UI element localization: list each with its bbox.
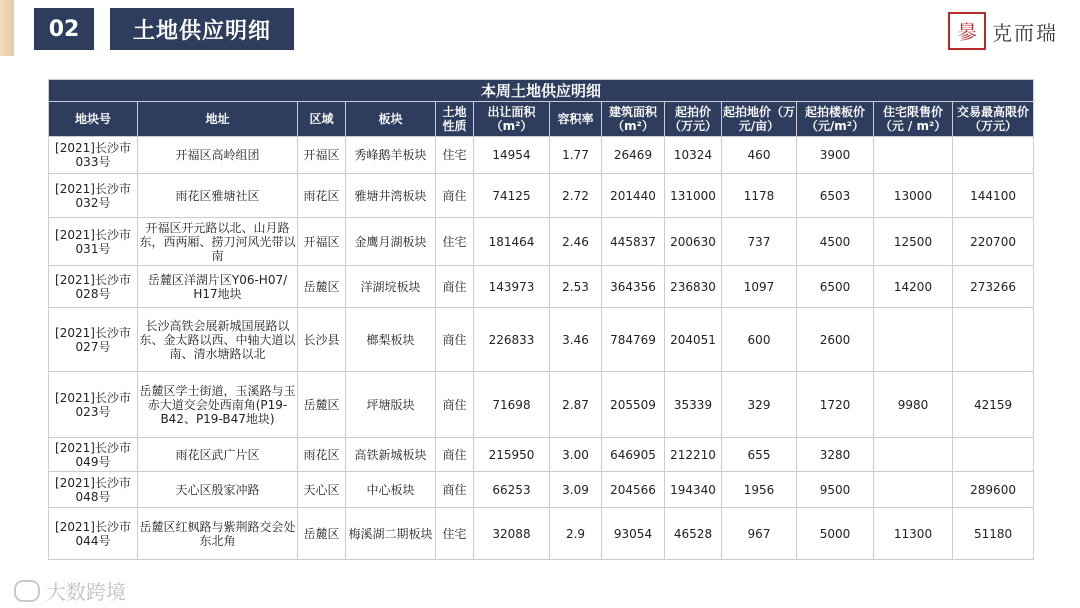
table-cell: 226833 (474, 308, 550, 372)
table-cell: 岳麓区 (298, 372, 346, 438)
table-cell: 商住 (436, 372, 474, 438)
table-cell: 14200 (874, 266, 953, 308)
table-cell: 273266 (953, 266, 1034, 308)
table-cell: 967 (722, 508, 797, 560)
table-cell: 42159 (953, 372, 1034, 438)
table-cell: 9500 (797, 472, 874, 508)
table-cell: 74125 (474, 174, 550, 218)
logo-text: 克而瑞 (992, 20, 1058, 45)
watermark-text: 大数跨境 (46, 580, 126, 604)
table-cell: 坪塘版块 (346, 372, 436, 438)
table-row (49, 218, 1034, 266)
column-header: 地块号 (49, 102, 138, 137)
table-cell: 岳麓区学士街道，玉溪路与玉赤大道交会处西南角(P19-B42、P19-B47地块) (138, 372, 298, 438)
table-cell: 46528 (665, 508, 722, 560)
table-cell (953, 438, 1034, 472)
table-cell: 364356 (602, 266, 665, 308)
table-cell: 600 (722, 308, 797, 372)
table-cell: 646905 (602, 438, 665, 472)
table-cell: 784769 (602, 308, 665, 372)
table-cell: [2021]长沙市031号 (49, 218, 138, 266)
column-header: 住宅限售价（元 / m²） (874, 102, 953, 137)
section-number: 02 (34, 8, 94, 50)
table-cell: 商住 (436, 438, 474, 472)
table-cell: 215950 (474, 438, 550, 472)
table-cell: 洋湖垸板块 (346, 266, 436, 308)
table-cell: 289600 (953, 472, 1034, 508)
table-cell: 雅塘井湾板块 (346, 174, 436, 218)
table-cell: 2600 (797, 308, 874, 372)
table-cell: 岳麓区洋湖片区Y06-H07/ H17地块 (138, 266, 298, 308)
table-cell: 212210 (665, 438, 722, 472)
table-cell: 6503 (797, 174, 874, 218)
table-cell: 住宅 (436, 218, 474, 266)
table-cell: 住宅 (436, 137, 474, 174)
column-header: 建筑面积（m²） (602, 102, 665, 137)
table-row (49, 372, 1034, 438)
table-cell: 201440 (602, 174, 665, 218)
table-cell: 长沙县 (298, 308, 346, 372)
column-header: 板块 (346, 102, 436, 137)
table-cell: 3900 (797, 137, 874, 174)
table-row (49, 438, 1034, 472)
table-cell: 204566 (602, 472, 665, 508)
table-cell: 岳麓区 (298, 266, 346, 308)
table-cell: 220700 (953, 218, 1034, 266)
table-cell: 5000 (797, 508, 874, 560)
table-cell: 2.87 (550, 372, 602, 438)
table-cell: 梅溪湖二期板块 (346, 508, 436, 560)
table-row (49, 308, 1034, 372)
table-cell: 住宅 (436, 508, 474, 560)
table-cell: [2021]长沙市023号 (49, 372, 138, 438)
table-cell: 66253 (474, 472, 550, 508)
table-cell: 10324 (665, 137, 722, 174)
table-cell: [2021]长沙市033号 (49, 137, 138, 174)
table-cell: 岳麓区红枫路与紫荆路交会处东北角 (138, 508, 298, 560)
table-cell: 445837 (602, 218, 665, 266)
table-cell: 3.09 (550, 472, 602, 508)
table-cell: 岳麓区 (298, 508, 346, 560)
column-header: 出让面积（m²） (474, 102, 550, 137)
table-cell (874, 472, 953, 508)
table-cell: [2021]长沙市049号 (49, 438, 138, 472)
table-cell: 204051 (665, 308, 722, 372)
column-header: 地址 (138, 102, 298, 137)
table-cell: 1956 (722, 472, 797, 508)
column-header: 区域 (298, 102, 346, 137)
table-cell: 1.77 (550, 137, 602, 174)
land-supply-table-container (48, 79, 1033, 560)
table-cell: 144100 (953, 174, 1034, 218)
table-cell: 181464 (474, 218, 550, 266)
brand-logo (948, 12, 1058, 50)
table-cell: 高铁新城板块 (346, 438, 436, 472)
watermark (14, 576, 126, 605)
table-row (49, 137, 1034, 174)
table-cell: 2.46 (550, 218, 602, 266)
table-cell: 开福区 (298, 218, 346, 266)
table-cell: 737 (722, 218, 797, 266)
table-cell: 3280 (797, 438, 874, 472)
table-cell: 13000 (874, 174, 953, 218)
column-header: 起拍楼板价（元/m²） (797, 102, 874, 137)
table-cell: 商住 (436, 472, 474, 508)
table-cell: 6500 (797, 266, 874, 308)
table-cell: 194340 (665, 472, 722, 508)
table-cell: 1097 (722, 266, 797, 308)
table-cell: 143973 (474, 266, 550, 308)
table-caption: 本周土地供应明细 (49, 80, 1034, 102)
table-cell: 开福区开元路以北、山月路东，西两厢、捞刀河风光带以南 (138, 218, 298, 266)
table-header-row (49, 102, 1034, 137)
decorative-paper-strip (0, 0, 14, 56)
table-row (49, 174, 1034, 218)
table-cell: 雨花区 (298, 438, 346, 472)
land-supply-table (48, 79, 1034, 560)
table-cell: 71698 (474, 372, 550, 438)
logo-seal-icon: 𦤒 (948, 12, 986, 50)
table-cell: 商住 (436, 308, 474, 372)
table-body (49, 137, 1034, 560)
table-cell: [2021]长沙市028号 (49, 266, 138, 308)
watermark-logo-icon (14, 580, 40, 602)
table-cell: 开福区高岭组团 (138, 137, 298, 174)
table-cell: [2021]长沙市032号 (49, 174, 138, 218)
table-row (49, 266, 1034, 308)
table-cell: 236830 (665, 266, 722, 308)
table-cell (953, 137, 1034, 174)
table-cell: [2021]长沙市027号 (49, 308, 138, 372)
table-cell: 秀峰鹅羊板块 (346, 137, 436, 174)
table-cell: 雨花区 (298, 174, 346, 218)
table-cell: 天心区 (298, 472, 346, 508)
table-cell: 中心板块 (346, 472, 436, 508)
table-cell: 商住 (436, 174, 474, 218)
table-cell: 金鹰月湖板块 (346, 218, 436, 266)
table-cell: 329 (722, 372, 797, 438)
table-cell: 26469 (602, 137, 665, 174)
table-cell: 32088 (474, 508, 550, 560)
table-cell: 长沙高铁会展新城国展路以东、金太路以西、中轴大道以南、清水塘路以北 (138, 308, 298, 372)
table-cell: 2.9 (550, 508, 602, 560)
table-cell (874, 308, 953, 372)
table-cell: 200630 (665, 218, 722, 266)
table-cell: 雨花区武广片区 (138, 438, 298, 472)
table-cell: 商住 (436, 266, 474, 308)
table-cell: 3.46 (550, 308, 602, 372)
table-cell: 11300 (874, 508, 953, 560)
table-cell: 榔梨板块 (346, 308, 436, 372)
table-cell: 131000 (665, 174, 722, 218)
table-cell: 35339 (665, 372, 722, 438)
table-cell: 655 (722, 438, 797, 472)
table-cell: 460 (722, 137, 797, 174)
table-cell (874, 137, 953, 174)
table-cell: 2.72 (550, 174, 602, 218)
table-cell: 93054 (602, 508, 665, 560)
table-cell: 1720 (797, 372, 874, 438)
table-row (49, 508, 1034, 560)
table-cell: 51180 (953, 508, 1034, 560)
table-cell: 12500 (874, 218, 953, 266)
table-cell (953, 308, 1034, 372)
table-cell: [2021]长沙市044号 (49, 508, 138, 560)
table-cell (874, 438, 953, 472)
table-row (49, 472, 1034, 508)
column-header: 土地性质 (436, 102, 474, 137)
table-cell: 205509 (602, 372, 665, 438)
column-header: 容积率 (550, 102, 602, 137)
table-cell: 1178 (722, 174, 797, 218)
column-header: 交易最高限价（万元） (953, 102, 1034, 137)
table-cell: 2.53 (550, 266, 602, 308)
table-cell: 天心区殷家冲路 (138, 472, 298, 508)
column-header: 起拍价（万元） (665, 102, 722, 137)
table-cell: 9980 (874, 372, 953, 438)
table-cell: [2021]长沙市048号 (49, 472, 138, 508)
section-title: 土地供应明细 (110, 8, 294, 50)
table-cell: 开福区 (298, 137, 346, 174)
table-cell: 雨花区雅塘社区 (138, 174, 298, 218)
table-cell: 4500 (797, 218, 874, 266)
table-cell: 14954 (474, 137, 550, 174)
column-header: 起拍地价（万元/亩） (722, 102, 797, 137)
table-cell: 3.00 (550, 438, 602, 472)
